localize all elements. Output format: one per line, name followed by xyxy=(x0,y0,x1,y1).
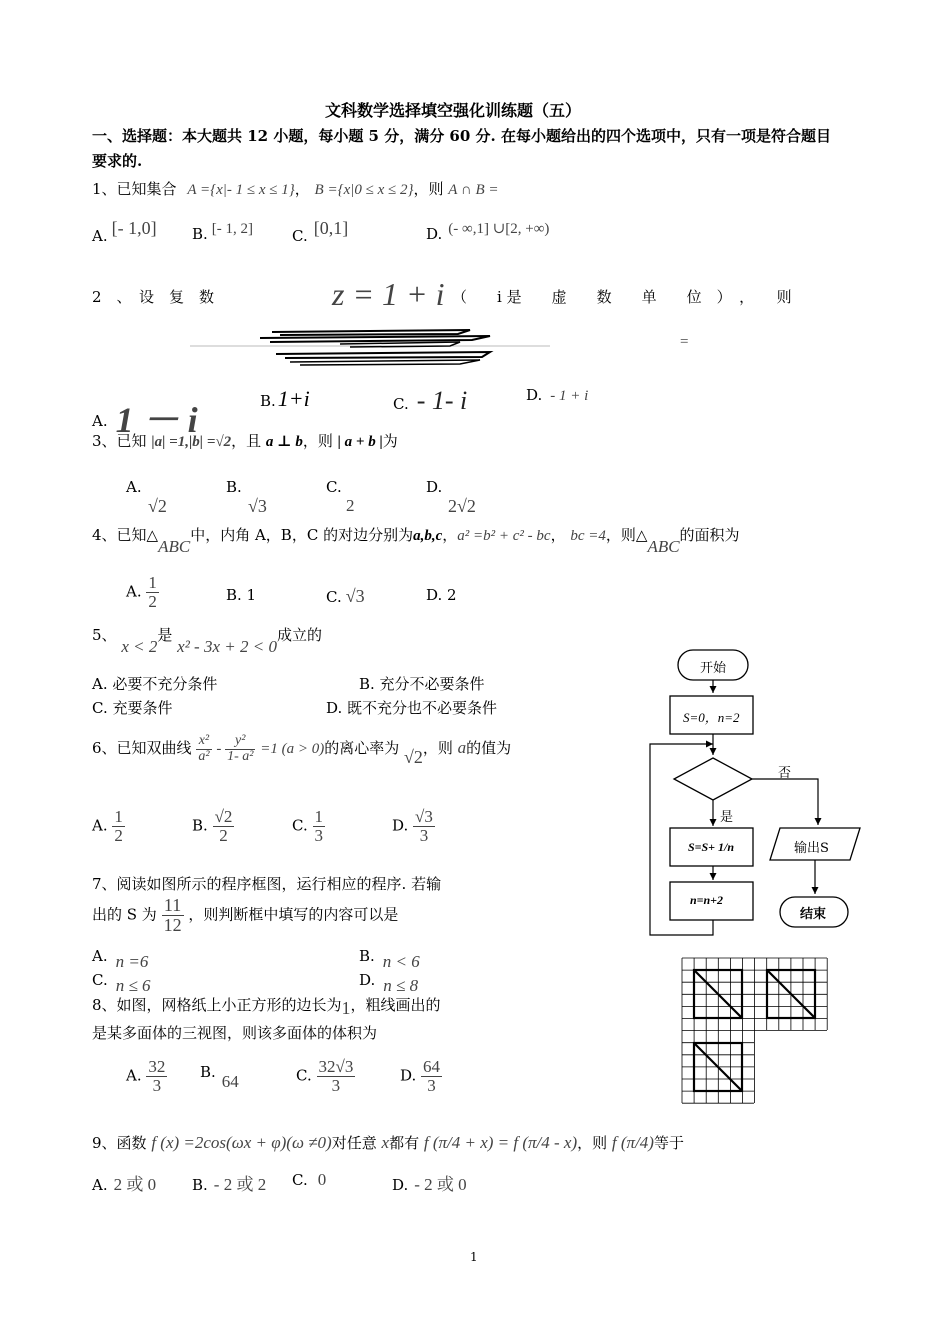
q3-option-a: A. √2 xyxy=(126,478,167,516)
q5-option-b: B. 充分不必要条件 xyxy=(359,675,485,693)
q8-option-a: A. $\frac{32}{3}$ xyxy=(126,1057,166,1095)
q9-option-a: A. 2 或 0 xyxy=(92,1175,157,1194)
flow-update-label: S=S+ 1/n xyxy=(688,840,735,854)
q5-option-d: D. 既不充分也不必要条件 xyxy=(326,699,498,717)
flow-yes-label: 是 xyxy=(720,810,734,825)
q3-option-d: D. 2√2 xyxy=(426,478,476,516)
q1-option-a: A. [- 1,0] xyxy=(92,218,157,245)
q7-option-a: A. n =6 xyxy=(92,947,149,971)
q2-desc: （ i 是 虚 数 单 位 ） ， 则 xyxy=(452,288,792,306)
q1-option-b: B. [- 1, 2] xyxy=(192,221,254,243)
q8-line1: 8、如图，网格纸上小正方形的边长为1，粗线画出的 xyxy=(92,996,441,1018)
q9-stem: 9、函数 f (x) =2cos(ωx + φ)(ω ≠0)对任意 x都有 f (π/4 + x) = f (π/4 - x)，则 f (π/4)等于 xyxy=(92,1133,684,1152)
section-header-line2: 要求的. xyxy=(92,152,143,170)
q1-stem: 1、已知集合 A ={x|- 1 ≤ x ≤ 1}， B ={x|0 ≤ x ≤ 2}，则 A ∩ B = xyxy=(92,180,499,198)
q9-option-d: D. - 2 或 0 xyxy=(392,1175,467,1194)
q8-option-c: C. $\frac{32√3}{3}$ xyxy=(296,1057,354,1095)
page-title: 文科数学选择填空强化训练题（五） xyxy=(325,101,582,120)
flow-start-label: 开始 xyxy=(700,661,727,676)
q2-scribbled-formula xyxy=(190,322,560,372)
q5-option-a: A. 必要不充分条件 xyxy=(92,675,218,693)
q2-equals: = xyxy=(680,334,689,350)
q4-option-c: C. √3 xyxy=(326,586,365,606)
q9-option-c: C. 0 xyxy=(292,1170,327,1189)
q2-option-c: C. - 1- i xyxy=(393,386,468,415)
flow-no-label: 否 xyxy=(778,766,792,781)
q7-line1: 7、阅读如图所示的程序框图，运行相应的程序. 若输 xyxy=(92,875,442,893)
page-number: 1 xyxy=(470,1250,478,1264)
q9-option-b: B. - 2 或 2 xyxy=(192,1175,267,1194)
q5-stem: 5、 x < 2是 x² - 3x + 2 < 0成立的 xyxy=(92,626,322,656)
q6-option-a: A. $\frac{1}{2}$ xyxy=(92,807,123,845)
q2-option-d: D. - 1 + i xyxy=(526,386,589,404)
q6-option-c: C. $\frac{1}{3}$ xyxy=(292,807,323,845)
q2-label: 2 、 设 复 数 xyxy=(92,288,215,306)
q2-z-def: z = 1 + i xyxy=(332,276,445,312)
flow-decision xyxy=(674,758,752,800)
three-view-grid xyxy=(680,956,835,1108)
q2-option-a: A. 1 － i xyxy=(92,400,198,440)
q4-option-d: D. 2 xyxy=(426,586,457,604)
q4-stem: 4、已知△ABC中，内角 A，B，C 的对边分别为a,b,c，a² =b² + c² - bc， bc =4，则△ABC的面积为 xyxy=(92,526,740,556)
flowchart xyxy=(640,640,880,940)
q6-stem: 6、已知双曲线 $\frac{\text{x²}}{\text{a²}}$ - $\frac{\text{y²}}{\text{1- a²}}$ =1 (a > 0)的离心率为 √2，则 a的值为 xyxy=(92,733,512,768)
q4-option-b: B. 1 xyxy=(226,586,257,604)
q4-option-a: A. $\frac{1}{2}$ xyxy=(126,573,157,611)
q7-option-d: D. n ≤ 8 xyxy=(359,971,419,995)
q8-line2: 是某多面体的三视图，则该多面体的体积为 xyxy=(92,1024,378,1042)
q8-option-d: D. $\frac{64}{3}$ xyxy=(400,1057,441,1095)
q3-option-c: C. 2 xyxy=(326,478,355,515)
q3-option-b: B. √3 xyxy=(226,478,267,516)
q1-option-c: C. [0,1] xyxy=(292,218,349,245)
q1-option-d: D. (- ∞,1] ∪[2, +∞) xyxy=(426,221,550,243)
section-header-line1: 一、选择题：本大题共 12 小题，每小题 5 分，满分 60 分. 在每小题给出的四个选项中，只有一项是符合题目 xyxy=(92,127,831,145)
flow-output-label: 输出S xyxy=(794,841,829,856)
flow-init-label: S=0，n=2 xyxy=(683,710,740,725)
q5-option-c: C. 充要条件 xyxy=(92,699,173,717)
q6-option-b: B. $\frac{√2}{2}$ xyxy=(192,807,233,845)
q7-option-c: C. n ≤ 6 xyxy=(92,971,151,995)
q7-option-b: B. n < 6 xyxy=(359,947,420,971)
flow-increment-label: n=n+2 xyxy=(690,893,724,907)
q7-line2: 出的 S 为 $\frac{11}{12}$ ，则判断框中填写的内容可以是 xyxy=(92,895,399,935)
flow-end-label: 结束 xyxy=(800,907,827,922)
q2-option-b: B.1+i xyxy=(260,386,310,411)
q3-stem: 3、已知 |a| =1,|b| =√2，且 a ⊥ b，则 | a + b |为 xyxy=(92,432,398,450)
q8-option-b: B. 64 xyxy=(200,1063,239,1091)
q6-option-d: D. $\frac{√3}{3}$ xyxy=(392,807,433,845)
